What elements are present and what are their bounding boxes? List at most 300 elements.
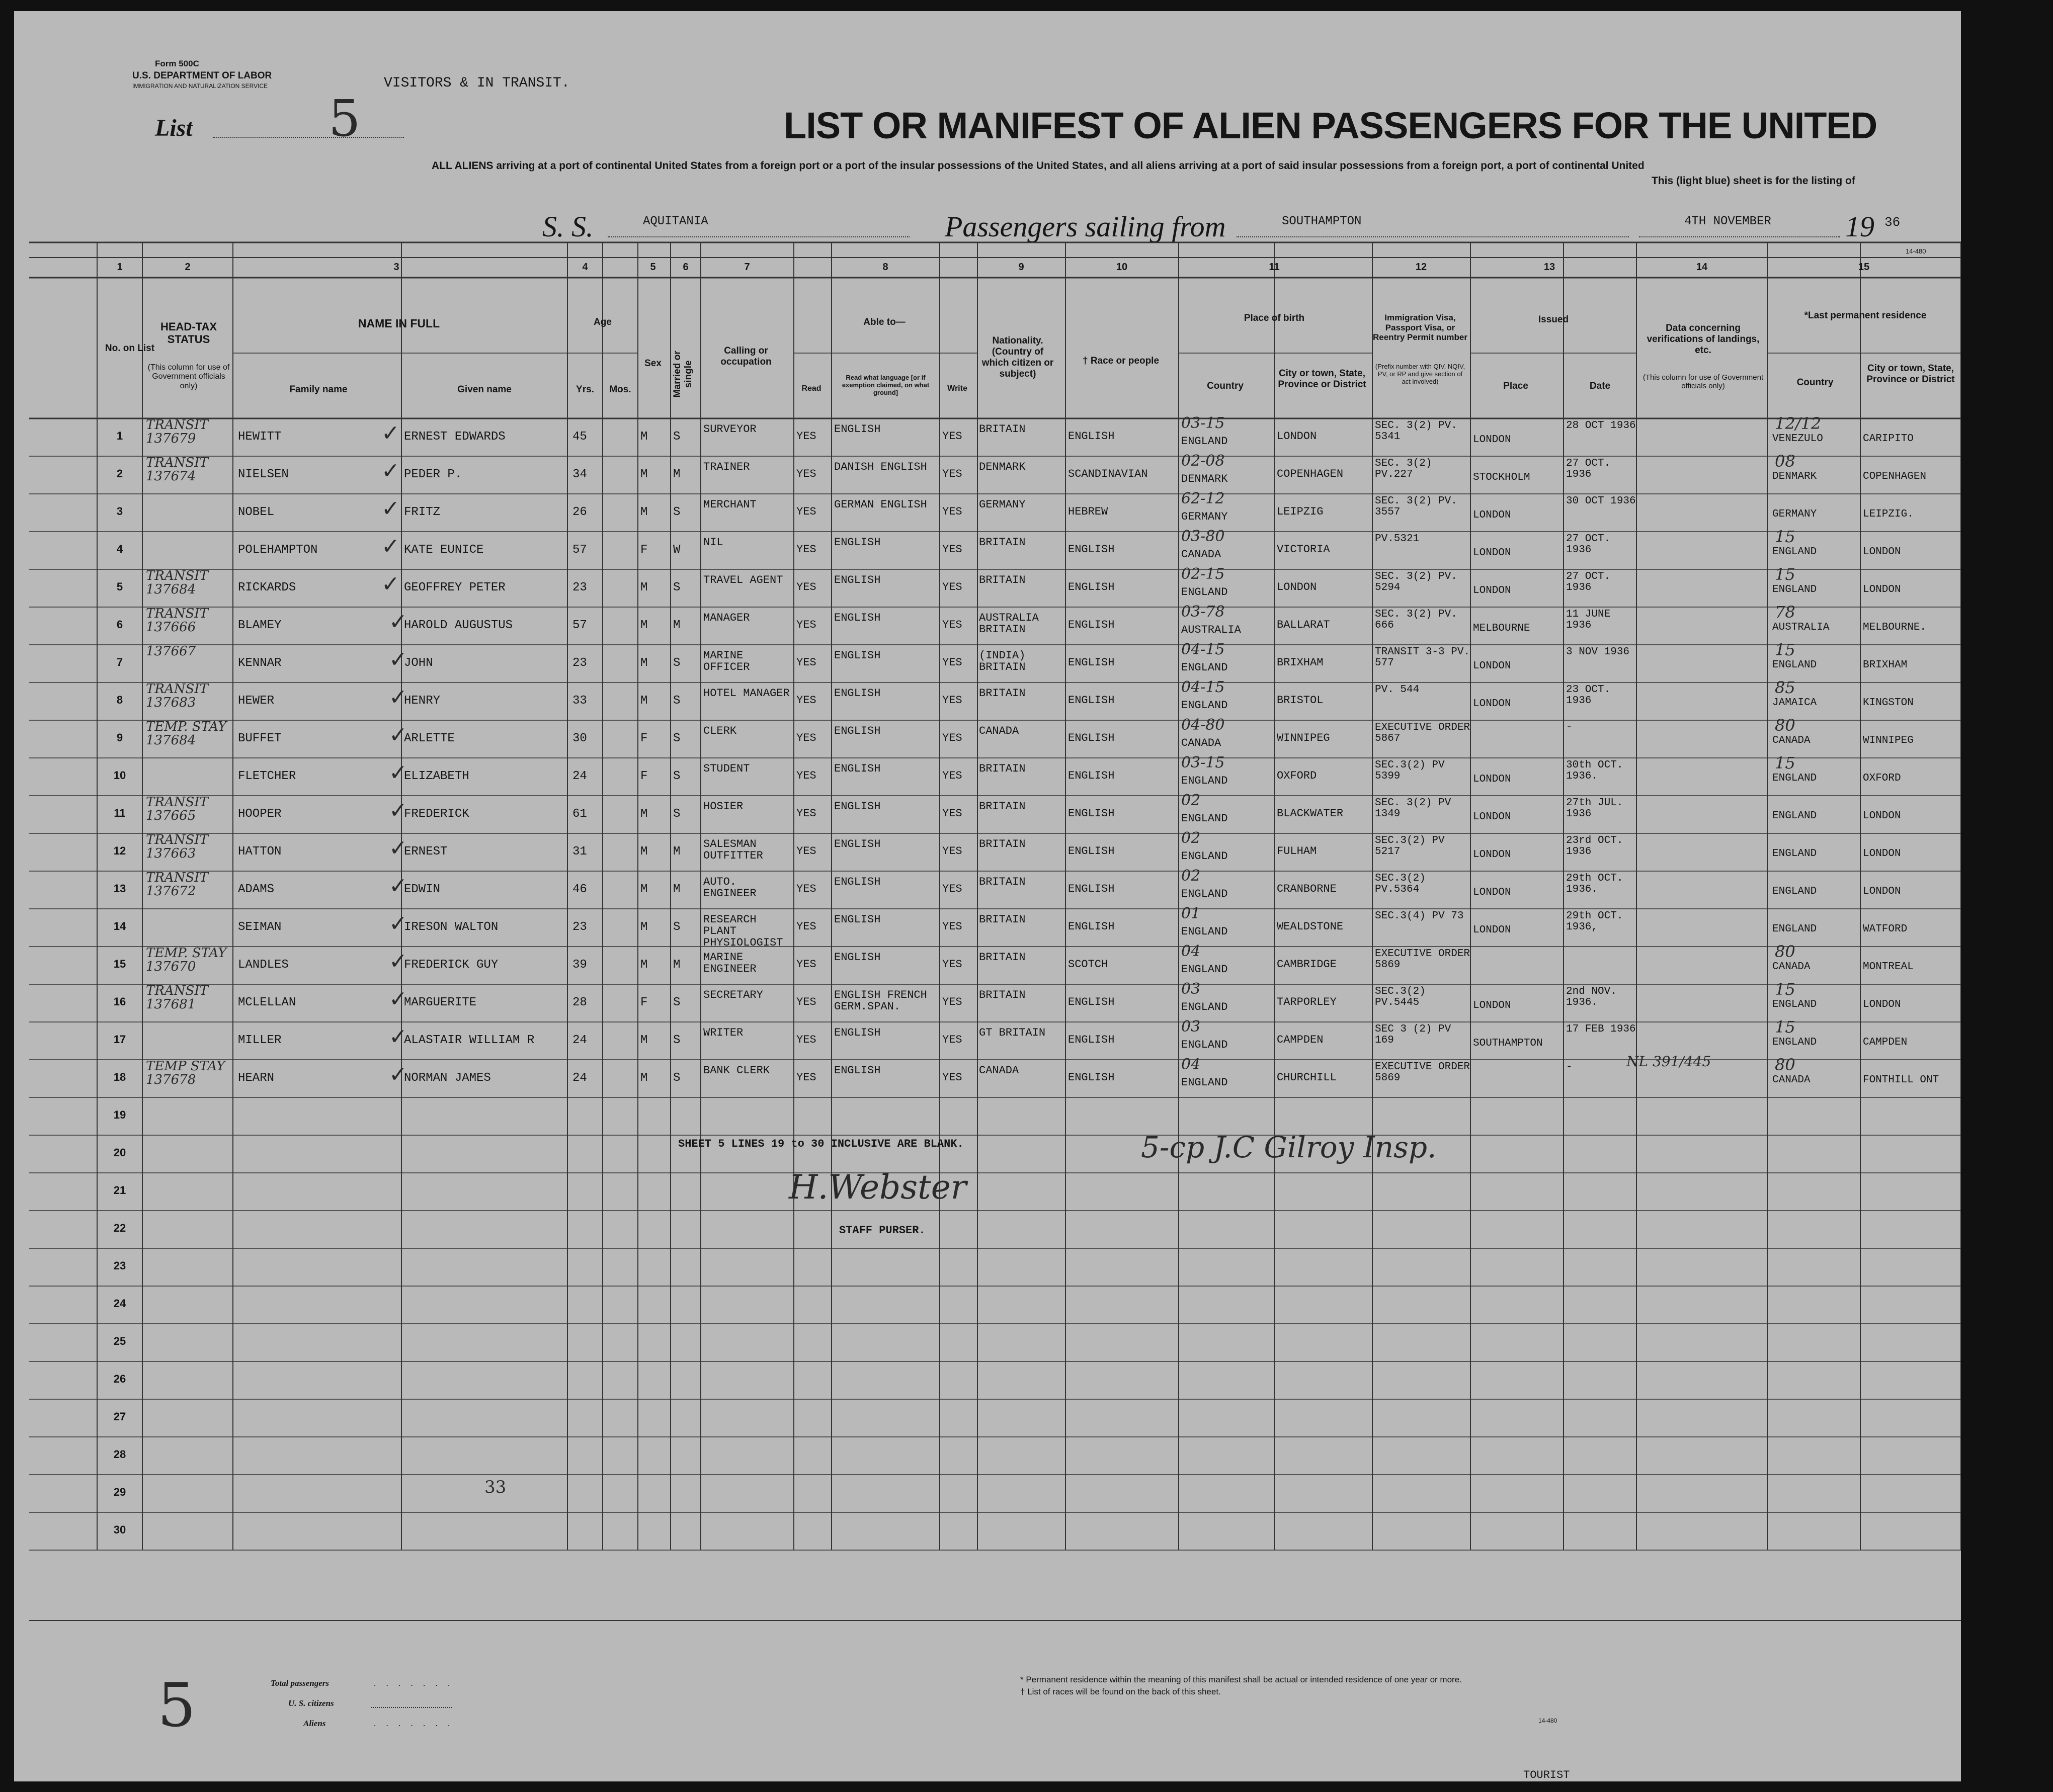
cell-nat: BRITAIN bbox=[979, 952, 1026, 964]
binder-hole-3 bbox=[1975, 562, 1994, 581]
check-mark: ✓ bbox=[381, 534, 400, 559]
cell-idate: 11 JUNE 1936 bbox=[1566, 609, 1611, 632]
cell-rcountry: GERMANY bbox=[1772, 509, 1817, 520]
cell-lang: ENGLISH bbox=[834, 952, 881, 964]
cell-read: YES bbox=[796, 619, 816, 631]
cell-nat: BRITAIN bbox=[979, 574, 1026, 586]
year-prefix: 19 bbox=[1845, 210, 1874, 243]
cell-occ: SALESMAN OUTFITTER bbox=[703, 838, 763, 862]
check-mark: ✓ bbox=[389, 911, 407, 936]
header-mos: Mos. bbox=[609, 384, 631, 395]
cell-bcity: CRANBORNE bbox=[1277, 883, 1337, 895]
cell-family: RICKARDS bbox=[238, 581, 296, 594]
cell-nat: GERMANY bbox=[979, 499, 1026, 511]
cell-tax: TEMP. STAY 137670 bbox=[146, 947, 227, 974]
line-number: 2 bbox=[116, 467, 123, 480]
cell-race: ENGLISH bbox=[1068, 883, 1115, 895]
footer-form-code: 14-480 bbox=[1538, 1717, 1557, 1724]
cell-sex: M bbox=[640, 845, 648, 859]
cell-rcountry: CANADA bbox=[1772, 1075, 1811, 1086]
cell-visa: SEC.3(2) PV.5445 bbox=[1375, 986, 1426, 1009]
cell-sex: F bbox=[640, 732, 648, 745]
cell-rcode: 15 bbox=[1775, 981, 1795, 998]
cell-family: NOBEL bbox=[238, 506, 275, 519]
cell-sex: M bbox=[640, 431, 648, 444]
cell-rcountry: ENGLAND bbox=[1772, 660, 1817, 671]
line-number: 4 bbox=[116, 543, 123, 555]
cell-nat: GT BRITAIN bbox=[979, 1027, 1046, 1039]
cell-occ: SURVEYOR bbox=[703, 423, 757, 436]
cell-rcity: FONTHILL ONT bbox=[1863, 1075, 1939, 1086]
cell-read: YES bbox=[796, 921, 816, 933]
cell-given: JOHN bbox=[404, 657, 433, 670]
cell-lang: ENGLISH bbox=[834, 574, 881, 586]
cell-iplace: LONDON bbox=[1473, 812, 1511, 823]
cell-bcode: 03 bbox=[1181, 981, 1201, 997]
cell-bcity: CHURCHILL bbox=[1277, 1072, 1337, 1084]
cell-occ: BANK CLERK bbox=[703, 1065, 770, 1077]
cell-lang: ENGLISH FRENCH GERM.SPAN. bbox=[834, 989, 927, 1013]
cell-ms: M bbox=[673, 959, 681, 972]
cell-write: YES bbox=[942, 544, 962, 556]
column-number: 9 bbox=[1018, 262, 1024, 273]
cell-nat: CANADA bbox=[979, 725, 1019, 737]
cell-write: YES bbox=[942, 657, 962, 669]
cell-nat: BRITAIN bbox=[979, 914, 1026, 926]
header-married: Married or single bbox=[672, 351, 694, 398]
cell-ms: S bbox=[673, 996, 681, 1009]
cell-family: BLAMEY bbox=[238, 619, 282, 632]
aliens-dots: . . . . . . . bbox=[374, 1719, 454, 1728]
cell-visa: PV. 544 bbox=[1375, 685, 1420, 696]
cell-race: ENGLISH bbox=[1068, 544, 1115, 556]
manifest-subtitle-2: This (light blue) sheet is for the listing of bbox=[1652, 175, 1855, 187]
cell-rcity: OXFORD bbox=[1863, 773, 1901, 784]
cell-lang: DANISH ENGLISH bbox=[834, 461, 927, 473]
cell-iplace: LONDON bbox=[1473, 585, 1511, 596]
header-read-what: Read what language [or if exemption claimed, on what ground] bbox=[842, 374, 930, 396]
line-number: 11 bbox=[114, 807, 126, 819]
cell-yrs: 24 bbox=[572, 770, 587, 783]
cell-lang: ENGLISH bbox=[834, 612, 881, 624]
ship-name: AQUITANIA bbox=[643, 215, 708, 228]
cell-given: MARGUERITE bbox=[404, 996, 477, 1009]
cell-sex: M bbox=[640, 1034, 648, 1047]
check-mark: ✓ bbox=[389, 949, 407, 974]
cell-lang: ENGLISH bbox=[834, 650, 881, 662]
cell-sex: M bbox=[640, 695, 648, 708]
cell-family: HEWER bbox=[238, 695, 275, 708]
cell-ms: M bbox=[673, 883, 681, 896]
cell-family: HEWITT bbox=[238, 431, 282, 444]
cell-race: ENGLISH bbox=[1068, 921, 1115, 933]
cell-bcountry: ENGLAND bbox=[1181, 436, 1228, 448]
line-number: 25 bbox=[113, 1335, 126, 1347]
cell-read: YES bbox=[796, 732, 816, 744]
cell-bcode: 03-78 bbox=[1181, 604, 1225, 620]
cell-write: YES bbox=[942, 845, 962, 858]
cell-bcode: 04 bbox=[1181, 1057, 1201, 1073]
cell-bcode: 03-15 bbox=[1181, 755, 1225, 771]
check-mark: ✓ bbox=[389, 685, 407, 710]
cell-bcountry: ENGLAND bbox=[1181, 586, 1228, 599]
cell-ms: M bbox=[673, 619, 681, 632]
cell-occ: HOSIER bbox=[703, 801, 744, 813]
line-number: 15 bbox=[113, 958, 126, 970]
cell-given: HAROLD AUGUSTUS bbox=[404, 619, 513, 632]
check-mark: ✓ bbox=[389, 1024, 407, 1050]
cell-idate: 28 OCT 1936 bbox=[1566, 420, 1636, 432]
cell-bcity: FULHAM bbox=[1277, 845, 1317, 858]
cell-race: ENGLISH bbox=[1068, 732, 1115, 744]
line-number: 3 bbox=[116, 505, 123, 518]
cell-family: ADAMS bbox=[238, 883, 275, 896]
cell-idate: 3 NOV 1936 bbox=[1566, 647, 1630, 658]
cell-rcode: 80 bbox=[1775, 944, 1795, 961]
cell-race: ENGLISH bbox=[1068, 695, 1115, 707]
cell-nat: BRITAIN bbox=[979, 801, 1026, 813]
cell-bcountry: ENGLAND bbox=[1181, 964, 1228, 976]
cell-given: KATE EUNICE bbox=[404, 544, 484, 557]
cell-bcode: 62-12 bbox=[1181, 491, 1225, 507]
staff-purser-label: STAFF PURSER. bbox=[839, 1224, 926, 1237]
cell-nat: CANADA bbox=[979, 1065, 1019, 1077]
binder-hole-7 bbox=[1975, 70, 1994, 90]
cell-visa: EXECUTIVE ORDER 5867 bbox=[1375, 722, 1470, 745]
header-name-in-full: NAME IN FULL bbox=[358, 317, 440, 330]
cell-given: NORMAN JAMES bbox=[404, 1072, 491, 1085]
cell-ms: S bbox=[673, 657, 681, 670]
line-number: 29 bbox=[113, 1486, 126, 1498]
cell-lang: ENGLISH bbox=[834, 801, 881, 813]
cell-visa: TRANSIT 3-3 PV. 577 bbox=[1375, 647, 1470, 669]
cell-yrs: 24 bbox=[572, 1034, 587, 1047]
column-number: 11 bbox=[1269, 262, 1280, 273]
cell-given: ARLETTE bbox=[404, 732, 455, 745]
cell-yrs: 23 bbox=[572, 921, 587, 934]
cell-rcountry: ENGLAND bbox=[1772, 999, 1817, 1010]
cell-read: YES bbox=[796, 657, 816, 669]
cell-nat: (INDIA) BRITAIN bbox=[979, 650, 1026, 673]
inspector-signature: 5-cp J.C Gilroy Insp. bbox=[1141, 1130, 1437, 1164]
cell-tax: 137667 bbox=[146, 645, 196, 659]
cell-write: YES bbox=[942, 581, 962, 593]
cell-rcountry: VENEZULO bbox=[1772, 434, 1823, 445]
binder-hole-5 bbox=[1975, 1189, 1994, 1209]
cell-nat: BRITAIN bbox=[979, 688, 1026, 700]
line-number: 9 bbox=[116, 731, 123, 744]
cell-bcity: BRIXHAM bbox=[1277, 657, 1324, 669]
header-data-note: (This column for use of Government officials only) bbox=[1643, 373, 1764, 391]
cell-rcountry: ENGLAND bbox=[1772, 1037, 1817, 1048]
cell-nat: BRITAIN bbox=[979, 537, 1026, 549]
line-number: 20 bbox=[113, 1146, 126, 1159]
cell-rcode: 80 bbox=[1775, 717, 1795, 734]
cell-lang: ENGLISH bbox=[834, 1065, 881, 1077]
cell-read: YES bbox=[796, 468, 816, 480]
cell-rcode: 12/12 bbox=[1775, 415, 1822, 433]
margin-number: 33 bbox=[484, 1477, 507, 1497]
cell-bcity: LEIPZIG bbox=[1277, 506, 1324, 518]
cell-iplace: MELBOURNE bbox=[1473, 623, 1530, 634]
cell-ms: S bbox=[673, 921, 681, 934]
cell-visa: SEC.3(2) PV.5364 bbox=[1375, 873, 1426, 896]
manifest-sheet bbox=[14, 11, 1961, 1781]
line-number: 18 bbox=[113, 1071, 126, 1083]
cell-idate: 23rd OCT. 1936 bbox=[1566, 835, 1623, 858]
footnote-residence: * Permanent residence within the meaning of this manifest shall be actual or intended residence of one year or more. bbox=[1020, 1675, 1462, 1684]
cell-rcity: CARIPITO bbox=[1863, 434, 1914, 445]
cell-read: YES bbox=[796, 996, 816, 1008]
cell-family: BUFFET bbox=[238, 732, 282, 745]
cell-family: SEIMAN bbox=[238, 921, 282, 934]
cell-race: ENGLISH bbox=[1068, 1072, 1115, 1084]
column-number: 3 bbox=[393, 262, 399, 273]
cell-rcode: 08 bbox=[1775, 453, 1795, 470]
cell-occ: MERCHANT bbox=[703, 499, 757, 511]
cell-sex: M bbox=[640, 581, 648, 594]
cell-race: HEBREW bbox=[1068, 506, 1108, 518]
cell-ms: M bbox=[673, 845, 681, 859]
cell-sex: M bbox=[640, 959, 648, 972]
cell-idate: 17 FEB 1936 bbox=[1566, 1024, 1636, 1035]
cell-occ: RESEARCH PLANT PHYSIOLOGIST bbox=[703, 914, 783, 949]
cell-rcity: LONDON bbox=[1863, 848, 1901, 860]
header-residence-country: Country bbox=[1796, 377, 1834, 388]
cell-rcode: 15 bbox=[1775, 1019, 1795, 1036]
line-number: 16 bbox=[113, 995, 126, 1008]
check-mark: ✓ bbox=[389, 760, 407, 786]
header-head-tax-note: (This column for use of Government officials only) bbox=[147, 363, 230, 390]
cell-rcity: LONDON bbox=[1863, 886, 1901, 897]
header-residence-city: City or town, State, Province or District bbox=[1866, 363, 1955, 385]
cell-race: ENGLISH bbox=[1068, 996, 1115, 1008]
cell-write: YES bbox=[942, 431, 962, 443]
cell-given: PEDER P. bbox=[404, 468, 462, 481]
cell-bcity: VICTORIA bbox=[1277, 544, 1330, 556]
cell-ms: S bbox=[673, 431, 681, 444]
total-passengers-label: Total passengers bbox=[271, 1678, 330, 1688]
cell-visa: SEC. 3(2) PV. 5294 bbox=[1375, 571, 1457, 594]
cell-family: HATTON bbox=[238, 845, 282, 859]
cell-rcountry: ENGLAND bbox=[1772, 886, 1817, 897]
cell-sex: M bbox=[640, 921, 648, 934]
cell-idate: 27 OCT. 1936 bbox=[1566, 458, 1611, 481]
cell-occ: MARINE OFFICER bbox=[703, 650, 750, 673]
cell-visa: SEC.3(2) PV 5399 bbox=[1375, 760, 1445, 783]
cell-tax: TRANSIT 137663 bbox=[146, 833, 208, 861]
cell-read: YES bbox=[796, 845, 816, 858]
cell-rcountry: ENGLAND bbox=[1772, 848, 1817, 860]
cell-bcountry: ENGLAND bbox=[1181, 926, 1228, 938]
cell-nat: BRITAIN bbox=[979, 989, 1026, 1001]
cell-given: EDWIN bbox=[404, 883, 441, 896]
cell-rcode: 85 bbox=[1775, 679, 1795, 697]
line-number: 13 bbox=[113, 882, 126, 895]
cell-read: YES bbox=[796, 1072, 816, 1084]
line-number: 30 bbox=[113, 1523, 126, 1536]
cell-sex: F bbox=[640, 544, 648, 557]
check-mark: ✓ bbox=[381, 571, 400, 597]
cell-write: YES bbox=[942, 695, 962, 707]
binder-hole-1 bbox=[1977, 234, 1996, 253]
cell-occ: MARINE ENGINEER bbox=[703, 952, 757, 975]
cell-ms: S bbox=[673, 1072, 681, 1085]
list-label: List bbox=[155, 115, 193, 141]
header-nationality: Nationality. (Country of which citizen or subject) bbox=[981, 335, 1054, 379]
column-number: 7 bbox=[744, 262, 750, 273]
check-mark: ✓ bbox=[389, 609, 407, 635]
cell-given: ERNEST EDWARDS bbox=[404, 431, 506, 444]
header-visa-note: (Prefix number with QIV, NQIV, PV, or RP and give section of act involved) bbox=[1375, 363, 1465, 385]
cell-yrs: 33 bbox=[572, 695, 587, 708]
cell-yrs: 31 bbox=[572, 845, 587, 859]
cell-bcountry: CANADA bbox=[1181, 549, 1221, 561]
cell-bcity: CAMBRIDGE bbox=[1277, 959, 1337, 971]
cell-write: YES bbox=[942, 1034, 962, 1046]
cell-bcountry: CANADA bbox=[1181, 737, 1221, 749]
cell-lang: ENGLISH bbox=[834, 914, 881, 926]
cell-yrs: 30 bbox=[572, 732, 587, 745]
cell-rcity: LONDON bbox=[1863, 584, 1901, 595]
line-number: 7 bbox=[116, 656, 123, 668]
cell-bcode: 02 bbox=[1181, 830, 1201, 846]
cell-write: YES bbox=[942, 883, 962, 895]
header-place-of-birth: Place of birth bbox=[1244, 313, 1305, 323]
ss-label: S. S. bbox=[542, 210, 594, 243]
cell-rcountry: ENGLAND bbox=[1772, 584, 1817, 595]
total-dots: . . . . . . . bbox=[374, 1678, 454, 1688]
header-birth-country: Country bbox=[1207, 381, 1244, 391]
cell-occ: STUDENT bbox=[703, 763, 750, 775]
cell-rcountry: ENGLAND bbox=[1772, 773, 1817, 784]
cell-visa: SEC. 3(2) PV. 3557 bbox=[1375, 496, 1457, 519]
cell-bcountry: ENGLAND bbox=[1181, 700, 1228, 712]
cell-occ: AUTO. ENGINEER bbox=[703, 876, 757, 900]
header-head-tax: HEAD-TAX STATUS bbox=[160, 320, 217, 346]
cell-rcountry: ENGLAND bbox=[1772, 547, 1817, 558]
check-mark: ✓ bbox=[389, 835, 407, 861]
line-number: 28 bbox=[113, 1448, 126, 1461]
cell-read: YES bbox=[796, 770, 816, 782]
cell-yrs: 26 bbox=[572, 506, 587, 519]
header-family-name: Family name bbox=[289, 384, 348, 395]
cell-iplace: LONDON bbox=[1473, 925, 1511, 936]
cell-rcountry: AUSTRALIA bbox=[1772, 622, 1830, 633]
cell-read: YES bbox=[796, 695, 816, 707]
cell-read: YES bbox=[796, 1034, 816, 1046]
cell-lang: ENGLISH bbox=[834, 725, 881, 737]
cell-bcity: OXFORD bbox=[1277, 770, 1317, 782]
line-number: 12 bbox=[113, 844, 126, 857]
cell-bcode: 03-15 bbox=[1181, 415, 1225, 432]
column-number: 10 bbox=[1116, 262, 1128, 273]
cell-bcountry: ENGLAND bbox=[1181, 850, 1228, 863]
departure-port: SOUTHAMPTON bbox=[1282, 215, 1362, 228]
cell-yrs: 23 bbox=[572, 581, 587, 594]
line-number: 19 bbox=[113, 1108, 126, 1121]
cell-rcity: BRIXHAM bbox=[1863, 660, 1908, 671]
cell-read: YES bbox=[796, 581, 816, 593]
column-number: 2 bbox=[185, 262, 191, 273]
column-number: 1 bbox=[117, 262, 123, 273]
cell-sex: M bbox=[640, 619, 648, 632]
cell-iplace: LONDON bbox=[1473, 699, 1511, 710]
cell-visa: SEC.3(4) PV 73 bbox=[1375, 911, 1464, 922]
cell-tax: TRANSIT 137665 bbox=[146, 796, 208, 823]
cell-bcode: 04 bbox=[1181, 944, 1201, 960]
line-number: 21 bbox=[113, 1184, 126, 1197]
cell-yrs: 24 bbox=[572, 1072, 587, 1085]
cell-visa: EXECUTIVE ORDER 5869 bbox=[1375, 1062, 1470, 1084]
cell-family: POLEHAMPTON bbox=[238, 544, 318, 557]
cell-idate: 23 OCT. 1936 bbox=[1566, 685, 1611, 707]
corner-hand-number: 5 bbox=[157, 1671, 196, 1741]
cell-family: HEARN bbox=[238, 1072, 275, 1085]
cell-rcity: MELBOURNE. bbox=[1863, 622, 1927, 633]
cell-write: YES bbox=[942, 619, 962, 631]
header-given-name: Given name bbox=[457, 384, 512, 395]
cell-sex: M bbox=[640, 468, 648, 481]
footnote-races: † List of races will be found on the back of this sheet. bbox=[1020, 1687, 1221, 1696]
class-stamp: TOURIST bbox=[1523, 1769, 1570, 1781]
binder-hole-2 bbox=[1975, 314, 1994, 333]
line-number: 23 bbox=[113, 1259, 126, 1272]
cell-bcountry: ENGLAND bbox=[1181, 662, 1228, 674]
header-issued-place: Place bbox=[1503, 381, 1528, 391]
cell-idate: 29th OCT. 1936. bbox=[1566, 873, 1623, 896]
cell-race: ENGLISH bbox=[1068, 770, 1115, 782]
cell-bcode: 04-80 bbox=[1181, 717, 1225, 733]
cell-rcity: CAMPDEN bbox=[1863, 1037, 1908, 1048]
line-number: 6 bbox=[116, 618, 123, 631]
cell-ms: S bbox=[673, 581, 681, 594]
cell-idate: 29th OCT. 1936, bbox=[1566, 911, 1623, 933]
cell-nat: DENMARK bbox=[979, 461, 1026, 473]
cell-given: GEOFFREY PETER bbox=[404, 581, 506, 594]
header-data-concerning: Data concerning verifications of landings, etc. bbox=[1647, 323, 1760, 356]
cell-occ: SECRETARY bbox=[703, 989, 763, 1001]
cell-tax: TEMP. STAY 137684 bbox=[146, 720, 227, 748]
cell-family: NIELSEN bbox=[238, 468, 289, 481]
cell-bcountry: DENMARK bbox=[1181, 473, 1228, 485]
cell-iplace: LONDON bbox=[1473, 849, 1511, 861]
cell-bcity: WINNIPEG bbox=[1277, 732, 1330, 744]
check-mark: ✓ bbox=[389, 722, 407, 748]
cell-occ: WRITER bbox=[703, 1027, 744, 1039]
header-issued-date: Date bbox=[1589, 381, 1611, 391]
cell-bcountry: ENGLAND bbox=[1181, 1077, 1228, 1089]
cell-lang: ENGLISH bbox=[834, 838, 881, 850]
cell-family: MCLELLAN bbox=[238, 996, 296, 1009]
line-number: 22 bbox=[113, 1222, 126, 1234]
cell-bcity: CAMPDEN bbox=[1277, 1034, 1324, 1046]
cell-rcountry: DENMARK bbox=[1772, 471, 1817, 482]
us-citizens-label: U. S. citizens bbox=[288, 1698, 334, 1708]
cell-yrs: 34 bbox=[572, 468, 587, 481]
cell-iplace: LONDON bbox=[1473, 510, 1511, 521]
cell-visa: SEC. 3(2) PV. 666 bbox=[1375, 609, 1457, 632]
cell-write: YES bbox=[942, 959, 962, 971]
cell-yrs: 23 bbox=[572, 657, 587, 670]
cell-write: YES bbox=[942, 808, 962, 820]
cell-iplace: LONDON bbox=[1473, 774, 1511, 785]
cell-occ: NIL bbox=[703, 537, 723, 549]
cell-write: YES bbox=[942, 996, 962, 1008]
column-number: 6 bbox=[683, 262, 689, 273]
cell-given: FRITZ bbox=[404, 506, 441, 519]
service-name: IMMIGRATION AND NATURALIZATION SERVICE bbox=[132, 82, 268, 90]
